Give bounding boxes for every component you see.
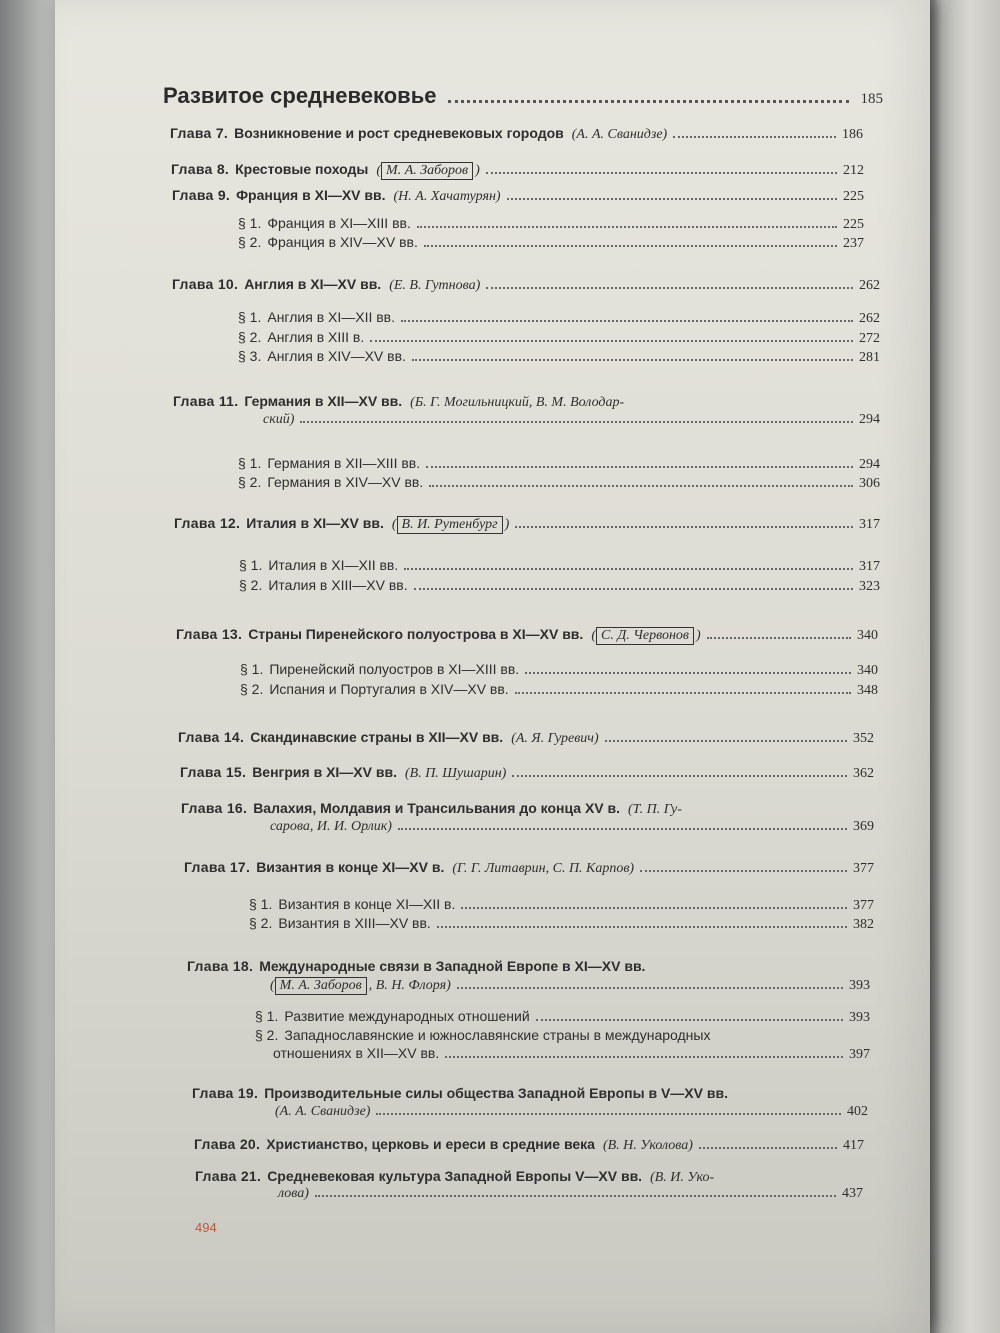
entry-author-continued: ский) [263, 412, 295, 427]
entry-title: Развитие международных отношений [284, 1008, 530, 1024]
entry-author: (А. А. Сванидзе) [571, 127, 668, 142]
entry-label: § 2. [240, 681, 264, 697]
page-number: 494 [195, 1220, 217, 1235]
entry-page: 225 [843, 189, 864, 204]
entry-title: Страны Пиренейского полуострова в XI—XV вв. [248, 626, 584, 642]
entry-label: § 1. [249, 896, 273, 912]
leader-dots [515, 525, 853, 528]
entry-label: Глава 18. [187, 958, 254, 974]
leader-dots [300, 420, 853, 423]
leader-dots [486, 286, 853, 289]
leader-dots [370, 339, 853, 342]
toc-entry-chapter-16 [181, 800, 831, 818]
entry-author-prefix: ( [591, 628, 596, 643]
toc-entry-chapter-11 [173, 393, 833, 411]
entry-title: Франция в XI—XV вв. [236, 187, 386, 203]
entry-author: (Б. Г. Могильницкий, В. М. Володар- [410, 395, 625, 410]
entry-page: 417 [843, 1138, 864, 1153]
entry-page: 212 [843, 163, 864, 178]
toc-entry-section [249, 1027, 819, 1043]
entry-author: (В. П. Шушарин) [404, 766, 507, 781]
leader-dots [376, 1112, 841, 1115]
toc-entry-section [232, 474, 880, 492]
leader-dots [445, 1055, 843, 1058]
entry-label: § 2. [238, 329, 262, 345]
entry-author-prefix: ( [270, 978, 275, 993]
toc-entry-section [232, 329, 880, 347]
entry-author: (В. И. Уко- [650, 1170, 715, 1185]
toc-entry-section [234, 681, 878, 699]
toc-entry-continuation [275, 1104, 868, 1120]
entry-title: Англия в XIV—XV вв. [267, 348, 406, 364]
entry-title: Византия в XIII—XV вв. [278, 915, 431, 931]
leader-dots [398, 827, 847, 830]
entry-label: § 2. [255, 1027, 279, 1043]
leader-dots [401, 319, 853, 322]
entry-page: 393 [849, 1010, 870, 1025]
toc-entry-section [233, 577, 880, 595]
toc-entry-chapter-21 [195, 1168, 835, 1186]
entry-label: Глава 11. [173, 393, 239, 409]
entry-author-prefix: ( [376, 163, 382, 178]
entry-label: Глава 13. [176, 626, 243, 642]
entry-label: § 3. [238, 348, 262, 364]
entry-page: 369 [853, 819, 874, 834]
entry-title: Англия в XI—XII вв. [267, 309, 396, 325]
entry-label: Глава 21. [195, 1168, 262, 1184]
entry-page: 306 [859, 476, 880, 491]
toc-entry-chapter-10 [172, 276, 880, 294]
entry-page: 262 [859, 278, 880, 293]
toc-entry-chapter-19 [192, 1085, 832, 1101]
entry-title: Международные связи в Западной Европе в XI—XV вв. [259, 958, 646, 974]
entry-author: (В. Н. Уколова) [602, 1138, 693, 1153]
entry-page: 402 [847, 1104, 868, 1119]
entry-title: Скандинавские страны в XII—XV вв. [250, 729, 504, 745]
leader-dots [315, 1194, 836, 1197]
toc-entry-section [243, 915, 874, 933]
entry-page: 237 [843, 236, 864, 251]
entry-label: Глава 12. [174, 515, 241, 531]
entry-title: Венгрия в XI—XV вв. [252, 764, 397, 780]
toc-entry-chapter-13 [176, 626, 878, 645]
toc-entry-continuation [263, 412, 880, 428]
toc-entry-section [234, 661, 878, 679]
toc-entry-continuation [270, 977, 870, 995]
entry-author-boxed: В. И. Рутенбург [397, 516, 503, 534]
leader-dots [536, 1018, 843, 1021]
entry-author-continued: сарова, И. И. Орлик) [270, 819, 392, 834]
entry-page: 352 [853, 731, 874, 746]
entry-author-prefix: ( [391, 517, 397, 532]
leader-dots [605, 739, 847, 742]
toc-entry-section [232, 348, 880, 366]
toc-entry-section [232, 234, 864, 252]
entry-title: Пиренейский полуостров в XI—XIII вв. [269, 661, 520, 677]
leader-dots [424, 244, 837, 247]
entry-label: Глава 9. [172, 187, 231, 203]
entry-label: Глава 19. [192, 1085, 259, 1101]
entry-page: 397 [849, 1047, 870, 1062]
entry-author-suffix: ) [696, 628, 701, 643]
entry-title: Англия в XI—XV вв. [244, 276, 382, 292]
entry-label: Глава 16. [181, 800, 248, 816]
leader-dots [640, 869, 847, 872]
leader-dots [414, 587, 853, 590]
leader-dots [417, 225, 837, 228]
toc-entry-section [232, 309, 880, 327]
entry-label: Глава 10. [172, 276, 239, 292]
toc-entry-chapter-15 [180, 764, 874, 782]
entry-title: Крестовые походы [235, 161, 369, 177]
entry-label: Глава 20. [194, 1136, 261, 1152]
entry-page: 348 [857, 683, 878, 698]
entry-title: Германия в XII—XV вв. [244, 393, 403, 409]
entry-author-suffix: , В. Н. Флоря) [368, 978, 451, 993]
entry-label: § 2. [249, 915, 273, 931]
toc-entry-section [232, 215, 864, 233]
entry-title: Германия в XIV—XV вв. [267, 474, 424, 490]
toc-entry-chapter-8 [171, 161, 864, 180]
entry-label: § 2. [238, 474, 262, 490]
toc-entry-chapter-12 [174, 515, 880, 534]
entry-title: Византия в конце XI—XV в. [256, 859, 445, 875]
entry-author: (Н. А. Хачатурян) [393, 189, 501, 204]
section-title: Развитое средневековье [163, 83, 437, 108]
toc-entry-section [243, 896, 874, 914]
section-page: 185 [860, 91, 883, 107]
toc-entry-chapter-17 [184, 859, 874, 877]
entry-title: Франция в XI—XIII вв. [267, 215, 411, 231]
section-heading [163, 83, 883, 109]
entry-label: § 1. [238, 215, 262, 231]
entry-page: 272 [859, 331, 880, 346]
entry-title: Италия в XI—XII вв. [268, 557, 399, 573]
adjacent-page-edge [930, 0, 1000, 1333]
toc-entry-chapter-18 [187, 958, 827, 974]
entry-title: Христианство, церковь и ереси в средние века [266, 1136, 595, 1152]
leader-dots [404, 567, 853, 570]
entry-page: 281 [859, 350, 880, 365]
entry-author-suffix: ) [475, 163, 480, 178]
leader-dots [707, 636, 851, 639]
toc-entry-chapter-14 [178, 729, 874, 747]
entry-page: 437 [842, 1186, 863, 1201]
entry-page: 294 [859, 457, 880, 472]
leader-dots [412, 358, 853, 361]
leader-dots [448, 99, 848, 103]
leader-dots [512, 774, 847, 777]
entry-author: (А. Я. Гуревич) [511, 731, 599, 746]
entry-label: Глава 8. [171, 161, 230, 177]
entry-title: Италия в XIII—XV вв. [268, 577, 408, 593]
entry-page: 377 [853, 861, 874, 876]
toc-entry-continuation [270, 819, 874, 835]
entry-label: § 1. [255, 1008, 279, 1024]
toc-entry-chapter-7 [170, 125, 863, 143]
entry-author: (А. А. Сванидзе) [275, 1104, 371, 1119]
entry-label: Глава 15. [180, 764, 247, 780]
entry-title-continued: отношениях в XII—XV вв. [273, 1045, 440, 1061]
leader-dots [426, 465, 853, 468]
entry-label: § 1. [239, 557, 263, 573]
entry-title: Испания и Португалия в XIV—XV вв. [269, 681, 509, 697]
leader-dots [486, 171, 837, 174]
leader-dots [461, 906, 847, 909]
entry-page: 393 [849, 978, 870, 993]
entry-title: Валахия, Молдавия и Трансильвания до конца XV в. [253, 800, 621, 816]
leader-dots [437, 925, 847, 928]
leader-dots [457, 986, 843, 989]
toc-entry-section [233, 557, 880, 575]
entry-page: 362 [853, 766, 874, 781]
entry-page: 186 [842, 127, 863, 142]
entry-page: 294 [859, 412, 880, 427]
entry-page: 262 [859, 311, 880, 326]
entry-label: Глава 14. [178, 729, 245, 745]
entry-page: 317 [859, 517, 880, 532]
entry-label: § 1. [240, 661, 264, 677]
entry-author: (Е. В. Гутнова) [389, 278, 481, 293]
toc-entry-chapter-20 [194, 1136, 864, 1154]
entry-author-boxed: М. А. Заборов [275, 977, 367, 995]
leader-dots [507, 197, 837, 200]
toc-entry-chapter-9 [172, 187, 864, 205]
leader-dots [699, 1146, 837, 1149]
entry-label: § 2. [239, 577, 263, 593]
entry-title: Германия в XII—XIII вв. [267, 455, 421, 471]
entry-title: Производительные силы общества Западной Европы в V—XV вв. [264, 1085, 728, 1101]
leader-dots [515, 691, 851, 694]
entry-title: Возникновение и рост средневековых городов [234, 125, 564, 141]
leader-dots [673, 135, 836, 138]
entry-page: 377 [853, 898, 874, 913]
toc-entry-section [249, 1008, 870, 1026]
entry-title: Италия в XI—XV вв. [246, 515, 384, 531]
entry-label: § 1. [238, 309, 262, 325]
toc-entry-continuation [278, 1186, 863, 1202]
entry-page: 317 [859, 559, 880, 574]
entry-page: 225 [843, 217, 864, 232]
entry-author-suffix: ) [504, 517, 510, 532]
toc-entry-continuation [273, 1045, 870, 1063]
entry-label: § 1. [238, 455, 262, 471]
entry-label: Глава 7. [170, 125, 229, 141]
entry-label: § 2. [238, 234, 262, 250]
entry-page: 340 [857, 663, 878, 678]
entry-page: 323 [859, 579, 880, 594]
leader-dots [525, 671, 851, 674]
entry-author: (Г. Г. Литаврин, С. П. Карпов) [452, 861, 635, 876]
entry-label: Глава 17. [184, 859, 251, 875]
entry-author-continued: лова) [278, 1186, 309, 1201]
entry-title: Средневековая культура Западной Европы V—XV вв. [267, 1168, 643, 1184]
entry-title: Византия в конце XI—XII в. [278, 896, 456, 912]
entry-title: Франция в XIV—XV вв. [267, 234, 418, 250]
entry-page: 340 [857, 628, 878, 643]
entry-author-boxed: М. А. Заборов [381, 162, 473, 180]
entry-author: (Т. П. Гу- [628, 802, 682, 817]
leader-dots [429, 484, 853, 487]
entry-title: Англия в XIII в. [267, 329, 365, 345]
entry-author-boxed: С. Д. Червонов [596, 627, 694, 645]
entry-page: 382 [853, 917, 874, 932]
entry-title: Западнославянские и южнославянские страны в международных [284, 1027, 711, 1043]
toc-entry-section [232, 455, 880, 473]
